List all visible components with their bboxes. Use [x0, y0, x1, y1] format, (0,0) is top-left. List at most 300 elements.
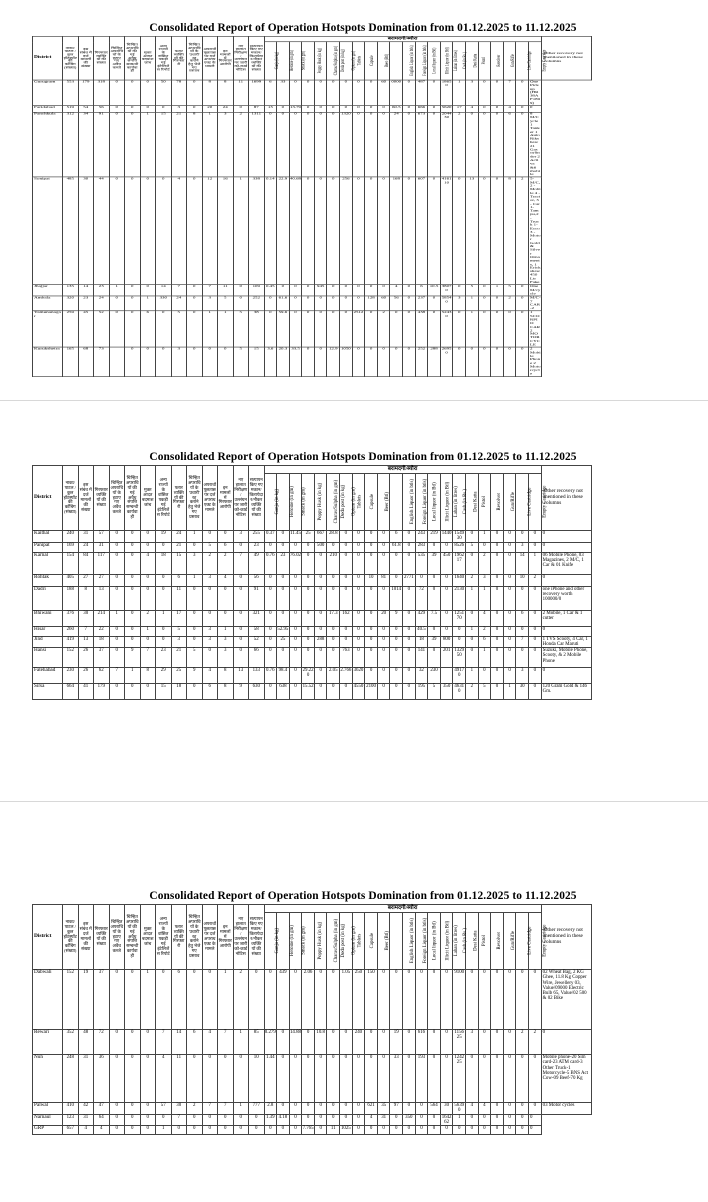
value-cell: 0	[503, 586, 516, 610]
value-cell: 243	[415, 531, 428, 543]
value-cell: 5	[466, 542, 479, 552]
header-recovery-label: Local liquor (in Btl)	[432, 921, 438, 961]
value-cell: 0	[503, 542, 516, 552]
value-cell: 125170	[453, 610, 466, 626]
value-cell: 124225	[453, 1055, 466, 1103]
value-cell: 3	[233, 531, 249, 543]
value-cell: 18	[171, 684, 187, 700]
value-cell: 0	[403, 347, 416, 376]
value-cell: 21	[171, 542, 187, 552]
value-cell: 72	[94, 1030, 110, 1055]
value-cell: 0000	[390, 80, 403, 106]
value-cell: 0	[187, 296, 203, 311]
value-cell: 3	[202, 296, 218, 311]
value-cell: 5	[503, 285, 516, 296]
value-cell: 0	[453, 636, 466, 648]
value-cell: 0	[140, 542, 156, 552]
district-cell: Rohtak	[33, 574, 63, 586]
value-cell: 0	[403, 1030, 416, 1055]
value-cell: 2	[140, 610, 156, 626]
value-cell: 57	[94, 531, 110, 543]
value-cell: 0	[140, 531, 156, 543]
value-cell: 0	[109, 177, 125, 285]
header-recovery-label: Local liquor (in Btl)	[432, 482, 438, 522]
report-title: Consolidated Report of Operation Hotspots Domination from 01.12.2025 to 11.12.2025	[149, 451, 577, 463]
value-cell: 0	[453, 285, 466, 296]
value-cell: 1050	[340, 347, 353, 376]
header-recovery-col	[264, 42, 280, 80]
value-cell: 4	[466, 1103, 479, 1115]
value-cell: 0	[440, 610, 453, 626]
value-cell: 0	[125, 684, 141, 700]
value-cell: 2	[516, 1030, 529, 1055]
header-hindi-col: चिन्हित अपराधियों के 'उधारी' रद्द कराने हेतु भेजे गए प्रस्ताव	[187, 466, 203, 531]
value-cell: 1	[453, 80, 466, 106]
header-recovery-label: Revolver	[497, 54, 503, 67]
value-cell: 1	[156, 610, 172, 626]
value-cell: 0	[264, 610, 277, 626]
value-cell: 10.8	[314, 1030, 327, 1055]
value-cell: 0	[302, 1103, 315, 1115]
district-cell: Sirsa	[33, 684, 63, 700]
value-cell: 0	[352, 1114, 365, 1126]
value-cell: 7	[218, 1103, 234, 1115]
value-cell: 0	[528, 668, 541, 684]
value-cell: 0	[302, 112, 315, 177]
value-cell: 0	[302, 296, 315, 311]
other-recovery-cell: One Pickup (HR38AF1899)	[529, 80, 541, 106]
value-cell: 0	[327, 177, 340, 285]
value-cell: 193	[415, 1055, 428, 1103]
value-cell: 0	[478, 668, 491, 684]
value-cell: 40.68	[289, 177, 302, 285]
value-cell: 0	[352, 626, 365, 636]
value-cell: 6	[516, 610, 529, 626]
value-cell: 0	[503, 610, 516, 626]
header-hindi-col: नए हालात निरीक्षण/उल्लंघन पर जारी को-कार्ड नोटिस	[233, 905, 249, 970]
value-cell: 0	[202, 1126, 218, 1135]
value-cell: 0	[478, 1055, 491, 1103]
header-recovery-label: Pistol	[481, 935, 487, 947]
value-cell: 0	[140, 586, 156, 610]
value-cell: 0	[302, 636, 315, 648]
value-cell: 13	[78, 636, 94, 648]
value-cell: 0	[403, 586, 416, 610]
other-recovery-cell: 0	[541, 668, 591, 684]
value-cell: 0	[516, 1055, 529, 1103]
header-recovery-label: Local liquor (in Btl)	[432, 47, 438, 74]
header-recovery-group: बरामदगी/ब्यौरा	[264, 905, 541, 913]
header-recovery-label: Gun/Rifle	[510, 492, 516, 512]
value-cell: 0	[314, 347, 327, 376]
value-cell: 0	[403, 1126, 416, 1135]
value-cell: 0	[156, 636, 172, 648]
value-cell: 3620	[352, 668, 365, 684]
header-hindi-col: अपराधों पूछताछ पर दर्ज अपराध एक्ट के मामले	[202, 466, 218, 531]
value-cell: 40.5	[415, 626, 428, 636]
value-cell: 5620	[440, 106, 453, 113]
value-cell: 8526	[453, 542, 466, 552]
value-cell: 24	[171, 531, 187, 543]
value-cell: 5	[233, 311, 249, 347]
value-cell: 0	[249, 1114, 265, 1126]
value-cell: 2	[233, 970, 249, 1030]
value-cell: 4	[218, 574, 234, 586]
value-cell: 0	[109, 80, 125, 106]
value-cell: 0	[125, 542, 141, 552]
value-cell: 0	[187, 636, 203, 648]
value-cell: 0	[187, 347, 203, 376]
value-cell: 0	[277, 1126, 290, 1135]
header-recovery-label: English Liquor (in btls)	[410, 479, 416, 525]
table-row	[33, 531, 592, 543]
value-cell: 321	[249, 610, 265, 626]
value-cell: 0	[125, 177, 141, 285]
value-cell: 6	[140, 311, 156, 347]
value-cell: 1	[218, 626, 234, 636]
value-cell: 252	[249, 296, 265, 311]
other-recovery-cell: M/C-7 CAR-2	[529, 296, 541, 311]
value-cell: 19	[390, 1030, 403, 1055]
value-cell: 800	[440, 636, 453, 648]
value-cell: 0	[140, 1055, 156, 1103]
value-cell: 630	[249, 684, 265, 700]
value-cell: 30	[440, 1103, 453, 1115]
table-row	[33, 1030, 592, 1055]
header-hindi-col: इस संबंध में दर्ज मामलों की संख्या	[78, 36, 94, 80]
other-recovery-cell: Suzuki, Mobile Phone, Scooty, & 2 Mobile Phone	[541, 648, 591, 668]
value-cell: 0	[516, 648, 529, 668]
report-page-1	[0, 0, 708, 400]
value-cell: 673	[415, 112, 428, 177]
value-cell: 0	[466, 1055, 479, 1103]
header-hindi-col: अन्य राज्यों के वांछित पकड़ी गई इंटेलिजेंस रिपोर्ट	[156, 36, 172, 80]
value-cell: 0	[453, 177, 466, 285]
value-cell: 11.45	[289, 531, 302, 543]
value-cell: 0	[109, 1103, 125, 1115]
value-cell: 2	[516, 177, 529, 285]
value-cell: 0	[289, 1126, 302, 1135]
value-cell: 56	[94, 106, 110, 113]
value-cell: 0	[218, 1126, 234, 1135]
value-cell: 1014	[390, 586, 403, 610]
value-cell: 0	[327, 1055, 340, 1103]
report-page-2	[0, 401, 708, 801]
value-cell: 0	[340, 626, 353, 636]
value-cell: 0	[491, 112, 504, 177]
value-cell: 0	[202, 586, 218, 610]
value-cell: 0	[302, 177, 315, 285]
value-cell: 945	[314, 285, 327, 296]
value-cell: 10	[249, 1055, 265, 1103]
other-recovery-cell: 0	[528, 1114, 541, 1126]
value-cell: 0	[453, 347, 466, 376]
header-recovery-group: बरामदगी/ब्यौरा	[264, 36, 541, 41]
value-cell: 0	[202, 1055, 218, 1103]
value-cell: 0	[277, 1030, 290, 1055]
table-row	[33, 970, 592, 1030]
value-cell: 0	[289, 1055, 302, 1103]
district-cell: Sonipat	[33, 177, 63, 285]
value-cell: 0	[478, 347, 491, 376]
value-cell: 1	[233, 1103, 249, 1115]
other-recovery-cell: 0	[528, 106, 541, 113]
value-cell: 0	[352, 648, 365, 668]
header-hindi-col: मुक्त आदत बदमाश जांच	[140, 466, 156, 531]
header-recovery-label: Ganja (in kg)	[274, 52, 280, 70]
value-cell: 9	[187, 668, 203, 684]
table-row	[33, 626, 592, 636]
value-cell: 0	[352, 552, 365, 574]
value-cell: 0	[302, 574, 315, 586]
value-cell: 0	[109, 1126, 125, 1135]
value-cell: 169	[63, 542, 79, 552]
value-cell: 18	[415, 636, 428, 648]
value-cell: 14	[171, 1030, 187, 1055]
header-recovery-label: Tablets	[356, 495, 362, 509]
value-cell: 0	[377, 1055, 390, 1103]
header-recovery-col	[365, 474, 378, 531]
value-cell: 0	[277, 648, 290, 668]
header-recovery-label: Poppy Husk (in kg)	[318, 48, 324, 74]
value-cell: 6	[171, 970, 187, 1030]
value-cell: 0	[314, 970, 327, 1030]
value-cell: 30	[516, 684, 529, 700]
other-recovery-cell: 5- M/C,2 - Mobile 4 - Tractor, 3 - Car 1- Tampu,2 - Truck 1- Ecco 3 - Motor Gold & Silver Ornaments, 1 Erickshaw 450 Ltr Fake	[529, 177, 541, 285]
header-hindi-col: नाका/पाटल / कुल हॉटस्पॉट की कॉबिंग (संख्या)	[63, 466, 79, 531]
value-cell: 0	[503, 1103, 516, 1115]
value-cell: 0	[428, 542, 441, 552]
value-cell: 0	[440, 542, 453, 552]
value-cell: 616	[415, 1030, 428, 1055]
district-cell: Faridabad	[33, 106, 63, 113]
value-cell: 0	[415, 1126, 428, 1135]
value-cell: 0	[125, 586, 141, 610]
value-cell: 2	[218, 552, 234, 574]
header-recovery-label: Capsule	[370, 55, 376, 67]
value-cell: 0	[365, 112, 378, 177]
value-cell: 8	[218, 668, 234, 684]
value-cell: 0	[352, 1103, 365, 1115]
district-cell: Kaithal	[33, 531, 63, 543]
district-cell: Fatehabad	[33, 668, 63, 684]
value-cell: 0	[109, 106, 125, 113]
value-cell: 405	[63, 574, 79, 586]
value-cell: 164262	[441, 1114, 452, 1125]
value-cell: 0	[327, 112, 340, 177]
value-cell: 0	[264, 1126, 277, 1135]
value-cell: 7	[218, 1030, 234, 1055]
header-recovery-label: Tablets	[356, 56, 362, 66]
value-cell: 1	[202, 311, 218, 347]
value-cell: 0	[377, 626, 390, 636]
value-cell: 31	[78, 1055, 94, 1103]
value-cell: 10	[365, 574, 378, 586]
other-recovery-cell: 1 TVS Scooty, 4 Car, 1 Honda Car Maruti	[541, 636, 591, 648]
value-cell: 0	[233, 636, 249, 648]
value-cell: 33	[390, 1055, 403, 1103]
value-cell: 0	[428, 1126, 441, 1135]
value-cell: 36	[94, 1055, 110, 1103]
value-cell: 0	[327, 970, 340, 1030]
value-cell: 0	[125, 574, 141, 586]
value-cell: 1	[466, 296, 479, 311]
value-cell: 664	[63, 684, 79, 700]
value-cell: 11	[218, 285, 234, 296]
table-row	[33, 542, 592, 552]
value-cell: 0	[491, 1030, 504, 1055]
value-cell: 0	[289, 80, 302, 106]
header-hindi-col: अन्य राज्यों के वांछित पकड़ी गई इंटेलिजेंस रिपोर्ट	[156, 905, 172, 970]
value-cell: 17.3	[327, 610, 340, 626]
value-cell: 0	[187, 970, 203, 1030]
header-recovery-label: Doda post (in kg)	[341, 485, 347, 519]
value-cell: 0	[233, 106, 249, 113]
value-cell: 564	[428, 1103, 441, 1115]
value-cell: 97	[390, 1103, 403, 1115]
table-row	[33, 80, 592, 106]
value-cell: 0	[466, 112, 479, 177]
value-cell: 0	[327, 636, 340, 648]
value-cell: 2.8	[264, 1103, 277, 1115]
header-recovery-col	[503, 42, 516, 80]
value-cell: 14	[516, 552, 529, 574]
value-cell: 6	[390, 531, 403, 543]
value-cell: 2	[453, 112, 466, 177]
value-cell: 14	[156, 285, 172, 296]
value-cell: 0	[503, 552, 516, 574]
value-cell: 5	[466, 285, 479, 296]
district-cell: Jind	[33, 636, 63, 648]
value-cell: 133	[249, 668, 265, 684]
value-cell: 763	[340, 648, 353, 668]
value-cell: 0	[218, 531, 234, 543]
value-cell: 0	[233, 1114, 249, 1126]
value-cell: 3	[202, 626, 218, 636]
value-cell: 0	[503, 574, 516, 586]
header-hindi-col: मुक्त आदत बदमाश जांच	[140, 905, 156, 970]
report-sheet	[32, 890, 694, 1190]
value-cell: 0	[377, 285, 390, 296]
value-cell: 128	[365, 296, 378, 311]
header-recovery-col	[478, 913, 491, 970]
value-cell: 0	[478, 1030, 491, 1055]
value-cell: 0	[140, 684, 156, 700]
value-cell: 0	[503, 636, 516, 648]
value-cell: 1	[478, 648, 491, 668]
value-cell: 0	[187, 177, 203, 285]
value-cell: 0	[516, 970, 529, 1030]
value-cell: 0	[233, 586, 249, 610]
value-cell: 3	[218, 112, 234, 177]
value-cell: 6	[264, 80, 277, 106]
value-cell: 0	[187, 1126, 203, 1135]
value-cell: 0	[403, 648, 416, 668]
value-cell: 204430	[440, 112, 453, 177]
value-cell: 15	[156, 112, 172, 177]
value-cell: 0	[503, 1055, 516, 1103]
value-cell: 14	[78, 285, 94, 296]
value-cell: 0	[289, 668, 302, 684]
value-cell: 0	[365, 552, 378, 574]
header-hindi-col: सत्यापन किए गए मकान/किरायेदार/नौकर व्यक्तियों की संख्या	[249, 466, 265, 531]
district-cell: Yamunanagar	[33, 311, 63, 347]
value-cell: 0	[352, 347, 365, 376]
value-cell: 0	[233, 285, 249, 296]
value-cell: 56	[390, 296, 403, 311]
header-recovery-label: Heroine (in gm)	[289, 50, 295, 72]
value-cell: 1	[466, 626, 479, 636]
value-cell: 25	[302, 531, 315, 543]
value-cell: 0	[428, 106, 441, 113]
district-cell: Hansi	[33, 648, 63, 668]
value-cell: 0	[109, 970, 125, 1030]
value-cell: 0	[365, 531, 378, 543]
value-cell: 0	[516, 296, 529, 311]
value-cell: 8	[187, 112, 203, 177]
value-cell: 2	[202, 552, 218, 574]
value-cell: 0	[156, 106, 172, 113]
value-cell: 3	[466, 80, 479, 106]
value-cell: 1025	[340, 1126, 353, 1135]
value-cell: 0	[327, 1114, 340, 1126]
value-cell: 0	[327, 684, 340, 700]
header-recovery-label: Smack (in gm)	[301, 926, 307, 956]
value-cell: 0	[377, 970, 390, 1030]
value-cell: 0	[249, 1126, 265, 1135]
value-cell: 0	[377, 586, 390, 610]
value-cell: 450	[440, 552, 453, 574]
value-cell: 0	[428, 1030, 441, 1055]
value-cell: 0	[352, 112, 365, 177]
report-table	[32, 36, 592, 377]
value-cell: 50	[156, 80, 172, 106]
value-cell: 0	[314, 311, 327, 347]
value-cell: 2771	[403, 574, 416, 586]
value-cell: 0.279	[264, 1030, 277, 1055]
value-cell: 0	[125, 1030, 141, 1055]
other-recovery-cell: 02 Wheat Bag, 2 KG Ghee, 11.8 Kg Copper Wire, Jewellery 03, Value/09000 Electric Bulb 65, Value/02 500 & 02 Bike	[541, 970, 591, 1030]
value-cell: 1	[125, 668, 141, 684]
value-cell: 0	[428, 626, 441, 636]
value-cell: 0	[491, 80, 504, 106]
value-cell: 0	[289, 626, 302, 636]
header-hindi-col: इस संबंध में दर्ज मामलों की संख्या	[78, 466, 94, 531]
value-cell: 288	[314, 636, 327, 648]
value-cell: 0	[340, 296, 353, 311]
value-cell: 38070	[440, 285, 453, 296]
header-hindi-col: गिरफ्तार व्यक्तियों की संख्या	[94, 466, 110, 531]
report-sheet	[32, 22, 694, 377]
value-cell: 26	[78, 668, 94, 684]
district-cell: Hisar	[33, 626, 63, 636]
value-cell: 4.18	[277, 1114, 290, 1126]
table-row	[33, 684, 592, 700]
value-cell: 0	[440, 574, 453, 586]
district-cell: Panipat	[33, 542, 63, 552]
header-recovery-col	[264, 913, 280, 970]
value-cell: 0	[109, 296, 125, 311]
value-cell: 5	[428, 684, 441, 700]
value-cell: 0	[277, 285, 290, 296]
value-cell: 34	[78, 112, 94, 177]
header-recovery-label: Foreign Liquor (in btls)	[423, 45, 429, 77]
header-other-recovery: Other recovery not mentioned in these columns	[541, 905, 591, 970]
value-cell: 439	[277, 970, 290, 1030]
value-cell: 0	[156, 311, 172, 347]
value-cell: 416110	[440, 177, 453, 285]
value-cell: 0	[302, 1114, 315, 1126]
